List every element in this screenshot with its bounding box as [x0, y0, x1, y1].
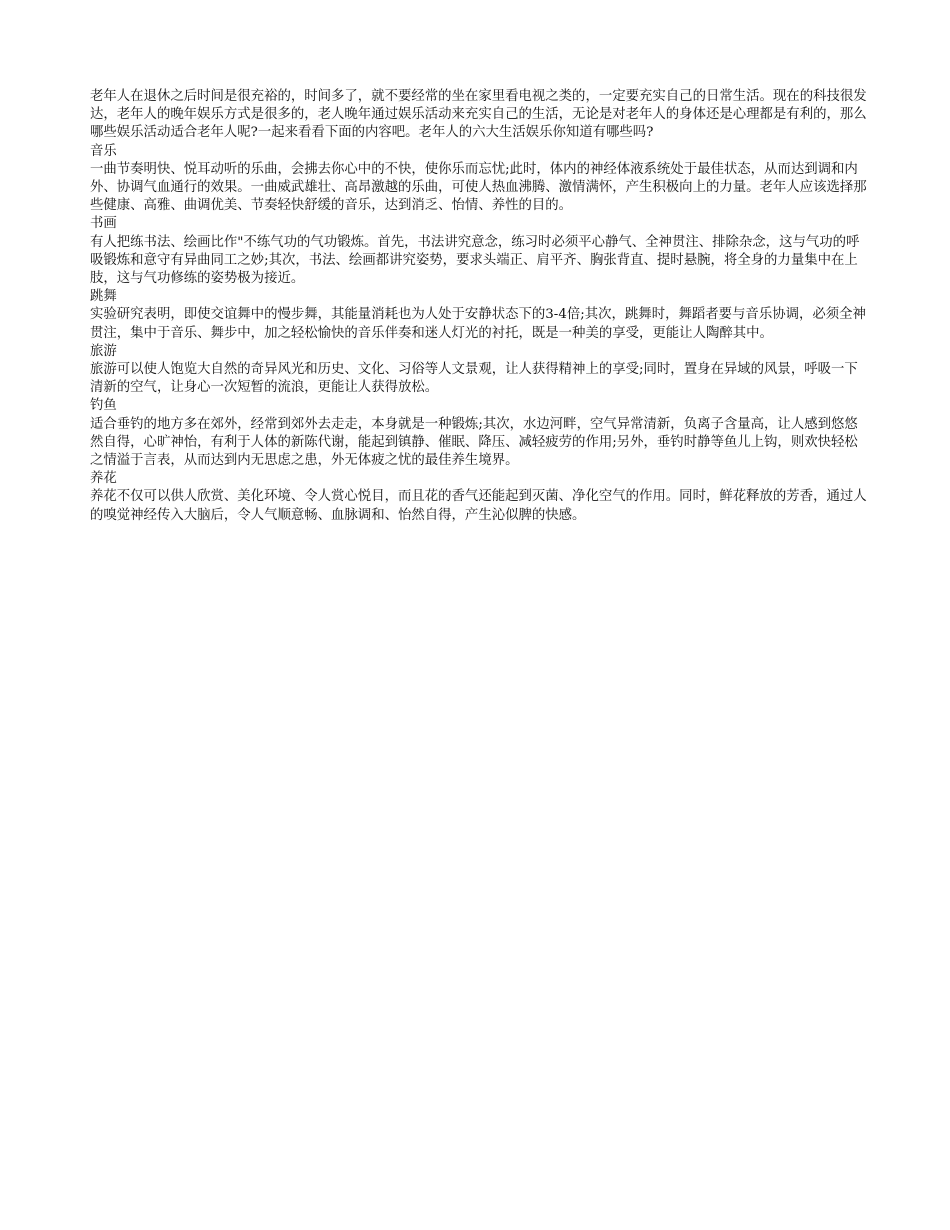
section-body: 养花不仅可以供人欣赏、美化环境、令人赏心悦目，而且花的香气还能起到灭菌、净化空气的作用。同时，鲜花释放的芳香，通过人的嗅觉神经传入大脑后，令人气顺意畅、血脉调和、怡然自得，产生沁似脾的快感。 — [90, 489, 867, 523]
section-music — [90, 143, 870, 216]
section-heading: 音乐 — [90, 143, 117, 159]
section-heading: 书画 — [90, 216, 117, 232]
section-body: 旅游可以使人饱览大自然的奇异风光和历史、文化、习俗等人文景观，让人获得精神上的享受;同时，置身在异域的风景，呼吸一下清新的空气，让身心一次短暂的流浪，更能让人获得放松。 — [90, 362, 858, 396]
section-body: 有人把练书法、绘画比作"不练气功的气功锻炼。首先，书法讲究意念，练习时必须平心静气、全神贯注、排除杂念，这与气功的呼吸锻炼和意守有异曲同工之妙;其次，书法、绘画都讲究姿势，要求头端正、肩平齐、胸张背直、提时悬腕，将全身的力量集中在上肢，这与气功修练的姿势极为接近。 — [90, 234, 860, 287]
section-travel — [90, 343, 870, 398]
section-heading: 钓鱼 — [90, 398, 117, 414]
section-heading: 旅游 — [90, 343, 117, 359]
section-heading: 跳舞 — [90, 289, 117, 305]
section-flower-growing — [90, 470, 870, 525]
section-body: 实验研究表明，即使交谊舞中的慢步舞，其能量消耗也为人处于安静状态下的3-4倍;其次，跳舞时，舞蹈者要与音乐协调，必须全神贯注，集中于音乐、舞步中，加之轻松愉快的音乐伴奏和迷人灯光的衬托，既是一种美的享受，更能让人陶醉其中。 — [90, 307, 866, 341]
section-body: 适合垂钓的地方多在郊外，经常到郊外去走走，本身就是一种锻炼;其次，水边河畔，空气异常清新，负离子含量高，让人感到悠悠然自得，心旷神怡，有利于人体的新陈代谢，能起到镇静、催眠、降压、减轻疲劳的作用;另外，垂钓时静等鱼儿上钩，则欢快轻松之情溢于言表，从而达到内无思虑之患，外无体疲之忧的最佳养生境界。 — [90, 416, 858, 469]
section-body: 一曲节奏明快、悦耳动听的乐曲，会拂去你心中的不快，使你乐而忘忧;此时，体内的神经体液系统处于最佳状态，从而达到调和内外、协调气血通行的效果。一曲威武雄壮、高昂激越的乐曲，可使人热血沸腾、激情满怀，产生积极向上的力量。老年人应该选择那些健康、高雅、曲调优美、节奏轻快舒缓的音乐，达到消乏、怡情、养性的目的。 — [90, 161, 867, 214]
section-heading: 养花 — [90, 471, 117, 487]
section-fishing — [90, 397, 870, 470]
section-calligraphy-painting — [90, 215, 870, 288]
intro-paragraph: 老年人在退休之后时间是很充裕的，时间多了，就不要经常的坐在家里看电视之类的，一定要充实自己的日常生活。现在的科技很发达，老年人的晚年娱乐方式是很多的，老人晚年通过娱乐活动来充实自己的生活，无论是对老年人的身体还是心理都是有利的，那么哪些娱乐活动适合老年人呢?一起来看看下面的内容吧。老年人的六大生活娱乐你知道有哪些吗? — [90, 89, 867, 141]
section-dancing — [90, 288, 870, 343]
document-page — [90, 88, 870, 525]
